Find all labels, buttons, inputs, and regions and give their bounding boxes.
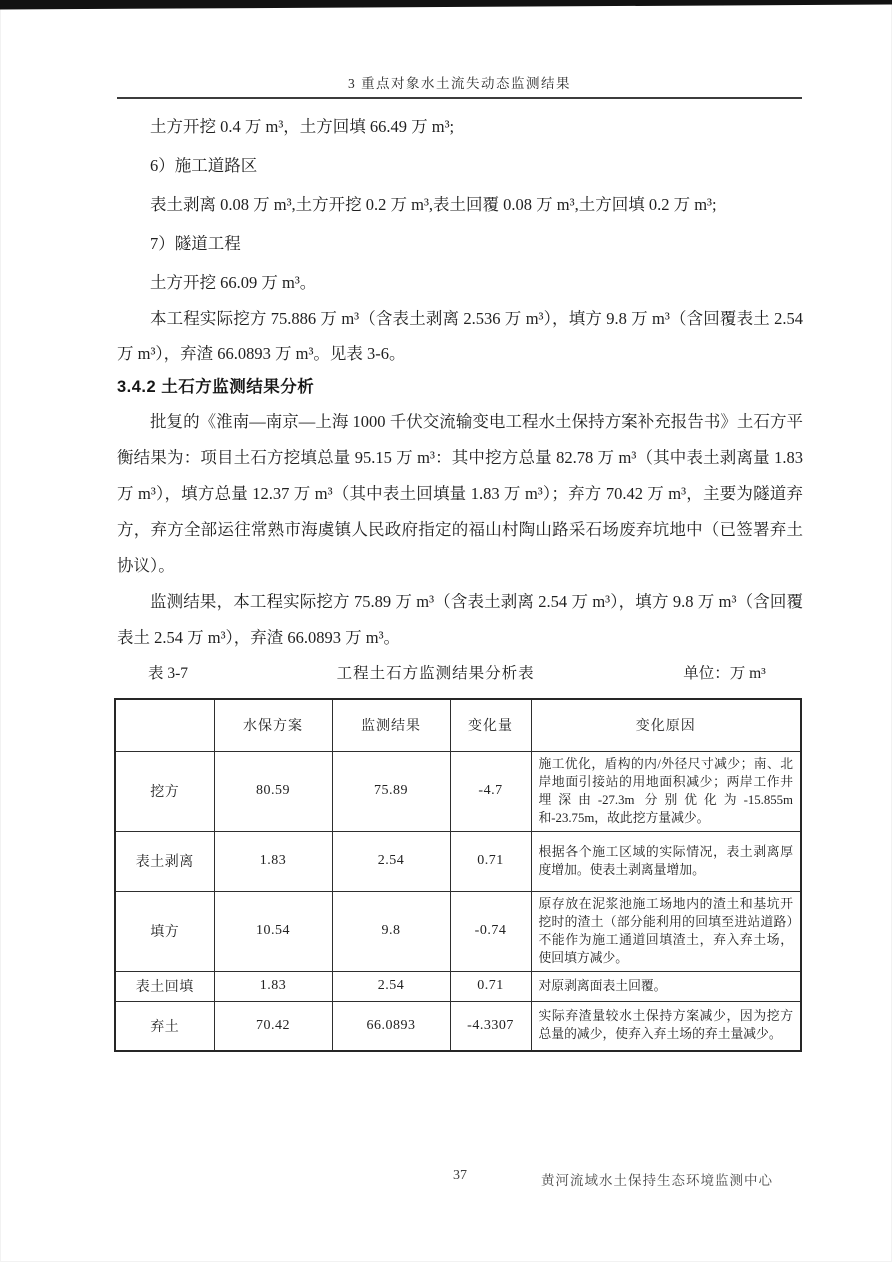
- running-head: 3 重点对象水土流失动态监测结果: [347, 76, 572, 91]
- table-row: [115, 891, 801, 971]
- paragraph-approved-plan: 批复的《淮南—南京—上海 1000 千伏交流输变电工程水土保持方案补充报告书》土石方平衡结果为：项目土石方挖填总量 95.15 万 m³：其中挖方总量 82.78 万 m³（其中表土剥离量 1.83 万 m³），填方总量 12.37 万 m³（其中表土回填量 1.83 万 m³）；弃方 70.42 万 m³，主要为隧道弃方，弃方全部运往常熟市海虞镇人民政府指定的福山村陶山路采石场废弃坑地中（已签署弃土协议）。: [117, 412, 803, 575]
- paragraph-summary: 本工程实际挖方 75.886 万 m³（含表土剥离 2.536 万 m³），填方 9.8 万 m³（含回覆表土 2.54 万 m³），弃渣 66.0893 万 m³。见表 3-6。: [117, 309, 803, 363]
- table-row: [115, 831, 801, 891]
- row-monitored-value: 75.89: [332, 751, 450, 831]
- row-change-value: -4.3307: [450, 1001, 531, 1051]
- row-change-value: 0.71: [450, 831, 531, 891]
- section-heading-3-4-2: 3.4.2 土石方监测结果分析: [117, 378, 315, 396]
- row-item-label: 挖方: [115, 751, 214, 831]
- scan-edge-bar: [0, 0, 892, 10]
- column-header-change: 变化量: [450, 699, 531, 751]
- page-content: [117, 107, 803, 1052]
- table-caption-label: 表 3-7: [148, 665, 189, 682]
- page-number: 37: [453, 1168, 467, 1183]
- table-header-row: [115, 699, 801, 751]
- row-reason-text: 施工优化，盾构的内/外径尺寸减少；南、北岸地面引接站的用地面积减少；两岸工作井埋深由-27.3m 分别优化为-15.855m 和-23.75m，故此挖方量减少。: [531, 751, 801, 831]
- footer-organization: 黄河流域水土保持生态环境监测中心: [541, 1173, 773, 1188]
- row-change-value: -4.7: [450, 751, 531, 831]
- row-plan-value: 1.83: [214, 831, 332, 891]
- table-caption: [117, 660, 803, 688]
- body-line: 7）隧道工程: [150, 234, 241, 253]
- row-plan-value: 80.59: [214, 751, 332, 831]
- row-reason-text: 对原剥离面表土回覆。: [531, 971, 801, 1001]
- row-monitored-value: 2.54: [332, 971, 450, 1001]
- paragraph-monitoring-result: 监测结果，本工程实际挖方 75.89 万 m³（含表土剥离 2.54 万 m³），填方 9.8 万 m³（含回覆表土 2.54 万 m³），弃渣 66.0893 万 m³。: [117, 592, 803, 647]
- row-plan-value: 1.83: [214, 971, 332, 1001]
- column-header-monitored: 监测结果: [332, 699, 450, 751]
- column-header-plan: 水保方案: [214, 699, 332, 751]
- row-change-value: -0.74: [450, 891, 531, 971]
- table-caption-unit: 单位：万 m³: [683, 665, 766, 682]
- row-monitored-value: 66.0893: [332, 1001, 450, 1051]
- row-plan-value: 10.54: [214, 891, 332, 971]
- body-line: 6）施工道路区: [150, 156, 258, 175]
- row-monitored-value: 2.54: [332, 831, 450, 891]
- table-caption-title: 工程土石方监测结果分析表: [336, 665, 535, 682]
- row-item-label: 填方: [115, 891, 214, 971]
- row-item-label: 弃土: [115, 1001, 214, 1051]
- row-monitored-value: 9.8: [332, 891, 450, 971]
- body-line: 土方开挖 0.4 万 m³，土方回填 66.49 万 m³;: [150, 117, 455, 136]
- row-reason-text: 根据各个施工区域的实际情况，表土剥离厚度增加。使表土剥离量增加。: [531, 831, 801, 891]
- body-line: 表土剥离 0.08 万 m³,土方开挖 0.2 万 m³,表土回覆 0.08 万 m³,土方回填 0.2 万 m³;: [150, 195, 717, 214]
- column-header-reason: 变化原因: [531, 699, 801, 751]
- table-row: [115, 751, 801, 831]
- row-plan-value: 70.42: [214, 1001, 332, 1051]
- row-item-label: 表土剥离: [115, 831, 214, 891]
- row-item-label: 表土回填: [115, 971, 214, 1001]
- row-change-value: 0.71: [450, 971, 531, 1001]
- earthwork-analysis-table: [114, 698, 802, 1052]
- table-row: [115, 971, 801, 1001]
- table-row: [115, 1001, 801, 1051]
- body-line: 土方开挖 66.09 万 m³。: [150, 273, 317, 292]
- header-rule: [117, 97, 802, 99]
- column-header-item: [115, 699, 214, 751]
- row-reason-text: 原存放在泥浆池施工场地内的渣土和基坑开挖时的渣土（部分能利用的回填至进站道路）不能作为施工通道回填渣土，弃入弃土场，使回填方减少。: [531, 891, 801, 971]
- row-reason-text: 实际弃渣量较水土保持方案减少，因为挖方总量的减少，使弃入弃土场的弃土量减少。: [531, 1001, 801, 1051]
